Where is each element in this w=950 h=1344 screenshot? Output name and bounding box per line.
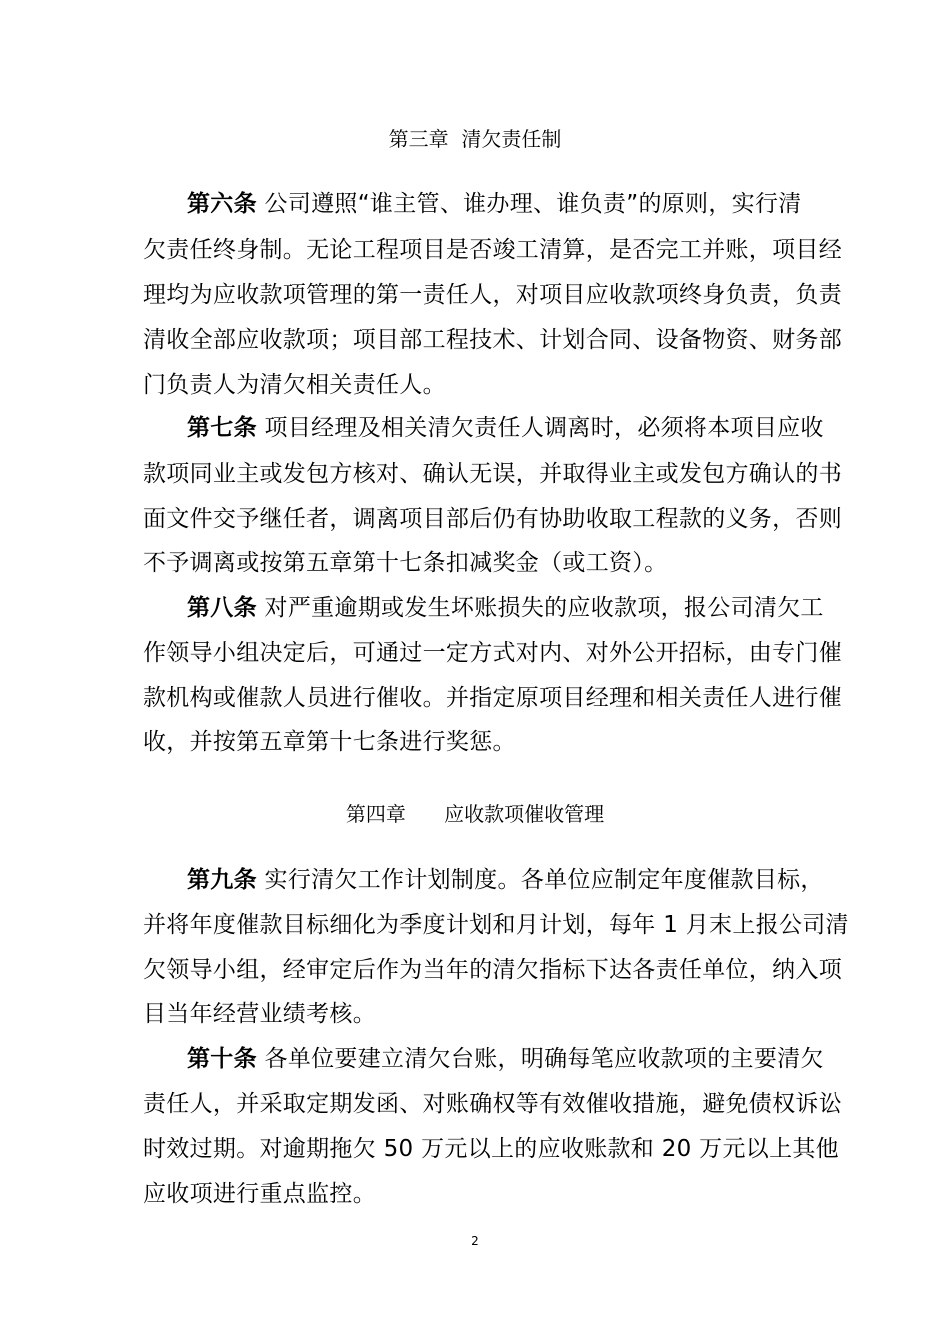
article-label: 第十条 [187, 1046, 257, 1072]
article-line: 并将年度催款目标细化为季度计划和月计划，每年 1 月末上报公司清 [143, 912, 849, 938]
article-line [187, 863, 824, 897]
article-line: 款项同业主或发包方核对、确认无误，并取得业主或发包方确认的书 [143, 461, 842, 487]
article-text: 项目经理及相关清欠责任人调离时，必须将本项目应收 [256, 415, 824, 441]
article-line: 面文件交予继任者，调离项目部后仍有协助收取工程款的义务，否则 [143, 506, 842, 532]
chapter-title: 第三章 清欠责任制 [388, 127, 562, 151]
article-line: 收，并按第五章第十七条进行奖惩。 [143, 729, 516, 755]
article-label: 第八条 [187, 595, 257, 621]
article-line: 责任人，并采取定期发函、对账确权等有效催收措施，避免债权诉讼 [143, 1091, 842, 1117]
article-line: 不予调离或按第五章第十七条扣减奖金（或工资）。 [143, 550, 668, 576]
article-text: 实行清欠工作计划制度。各单位应制定年度催款目标， [256, 867, 824, 893]
page-number: 2 [471, 1234, 479, 1248]
article-line [187, 411, 824, 445]
article-text: 各单位要建立清欠台账，明确每笔应收款项的主要清欠 [256, 1046, 824, 1072]
article-line: 欠领导小组，经审定后作为当年的清欠指标下达各责任单位，纳入项 [143, 957, 842, 983]
article-line: 门负责人为清欠相关责任人。 [143, 372, 446, 398]
article-line: 作领导小组决定后，可通过一定方式对内、对外公开招标，由专门催 [143, 640, 842, 666]
article-line [187, 1042, 824, 1076]
article-line [187, 591, 824, 625]
article-text: 对严重逾期或发生坏账损失的应收款项，报公司清欠工 [256, 595, 824, 621]
chapter-title: 第四章 应收款项催收管理 [345, 802, 605, 826]
article-line: 清收全部应收款项；项目部工程技术、计划合同、设备物资、财务部 [143, 327, 842, 353]
article-label: 第七条 [187, 415, 257, 441]
article-label: 第六条 [187, 191, 257, 217]
article-line [187, 187, 813, 221]
article-text: 公司遵照“谁主管、谁办理、谁负责”的原则，实行清 [256, 191, 802, 217]
article-line: 时效过期。对逾期拖欠 50 万元以上的应收账款和 20 万元以上其他 [143, 1136, 839, 1162]
article-line: 理均为应收款项管理的第一责任人，对项目应收款项终身负责，负责 [143, 282, 842, 308]
article-line: 欠责任终身制。无论工程项目是否竣工清算，是否完工并账，项目经 [143, 237, 842, 263]
article-line: 目当年经营业绩考核。 [143, 1001, 376, 1027]
article-line: 应收项进行重点监控。 [143, 1181, 376, 1207]
article-line: 款机构或催款人员进行催收。并指定原项目经理和相关责任人进行催 [143, 685, 842, 711]
article-label: 第九条 [187, 867, 257, 893]
